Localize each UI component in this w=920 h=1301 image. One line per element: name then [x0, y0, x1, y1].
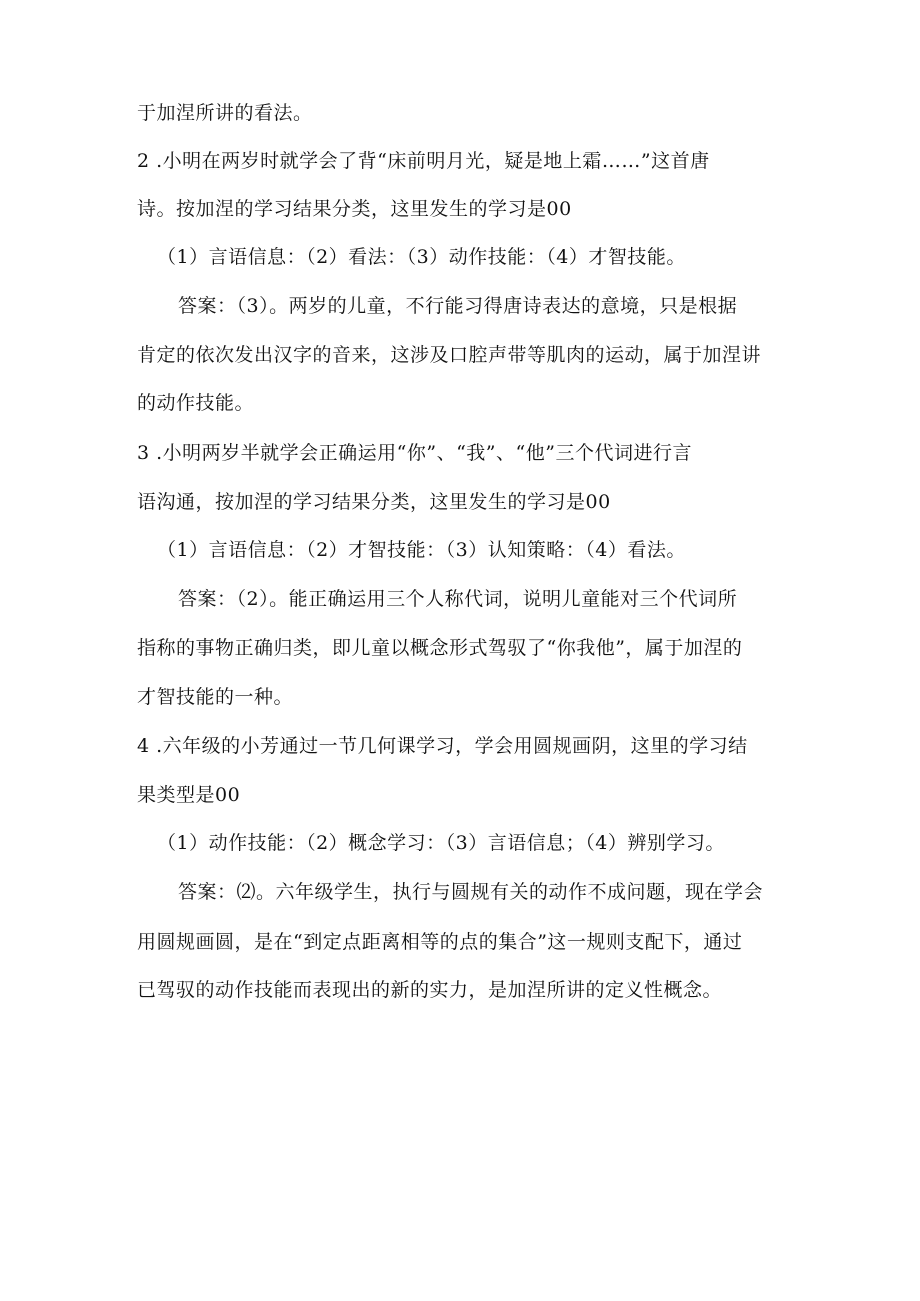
- question-4-line: 4 .六年级的小芳通过一节几何课学习，学会用圆规画阴，这里的学习结: [137, 735, 748, 757]
- options-line: （1）言语信息：（2）才智技能：（3）认知策略：（4）看法。: [157, 539, 686, 561]
- text-line: 果类型是00: [137, 784, 241, 806]
- options-line: （1）言语信息：（2）看法：（3）动作技能：（4）才智技能。: [157, 246, 686, 268]
- question-2-line: 2 .小明在两岁时就学会了背“床前明月光，疑是地上霜……”这首唐: [137, 150, 710, 172]
- text-line: 于加涅所讲的看法。: [137, 102, 313, 124]
- text-line: 语沟通，按加涅的学习结果分类，这里发生的学习是00: [137, 491, 611, 513]
- answer-line: 答案：⑵。六年级学生，执行与圆规有关的动作不成问题，现在学会: [178, 881, 764, 903]
- text-line: 诗。按加涅的学习结果分类，这里发生的学习是00: [137, 198, 572, 220]
- options-line: （1）动作技能：（2）概念学习：（3）言语信息；（4）辨别学习。: [157, 832, 725, 854]
- answer-line: 答案：（3）。两岁的儿童，不行能习得唐诗表达的意境，只是根据: [178, 295, 738, 317]
- text-line: 已驾驭的动作技能而表现出的新的实力，是加涅所讲的定义性概念。: [137, 979, 723, 1001]
- question-3-line: 3 .小明两岁半就学会正确运用“你”、“我”、“他”三个代词进行言: [137, 442, 692, 464]
- text-line: 的动作技能。: [137, 392, 255, 414]
- text-line: 肯定的依次发出汉字的音来，这涉及口腔声带等肌肉的运动，属于加涅讲: [137, 344, 762, 366]
- text-line: 指称的事物正确归类，即儿童以概念形式驾驭了“你我他”，属于加涅的: [137, 637, 743, 659]
- text-line: 才智技能的一种。: [137, 686, 294, 708]
- answer-line: 答案：（2）。能正确运用三个人称代词，说明儿童能对三个代词所: [178, 588, 738, 610]
- text-line: 用圆规画圆，是在“到定点距离相等的点的集合”这一规则支配下，通过: [137, 931, 743, 953]
